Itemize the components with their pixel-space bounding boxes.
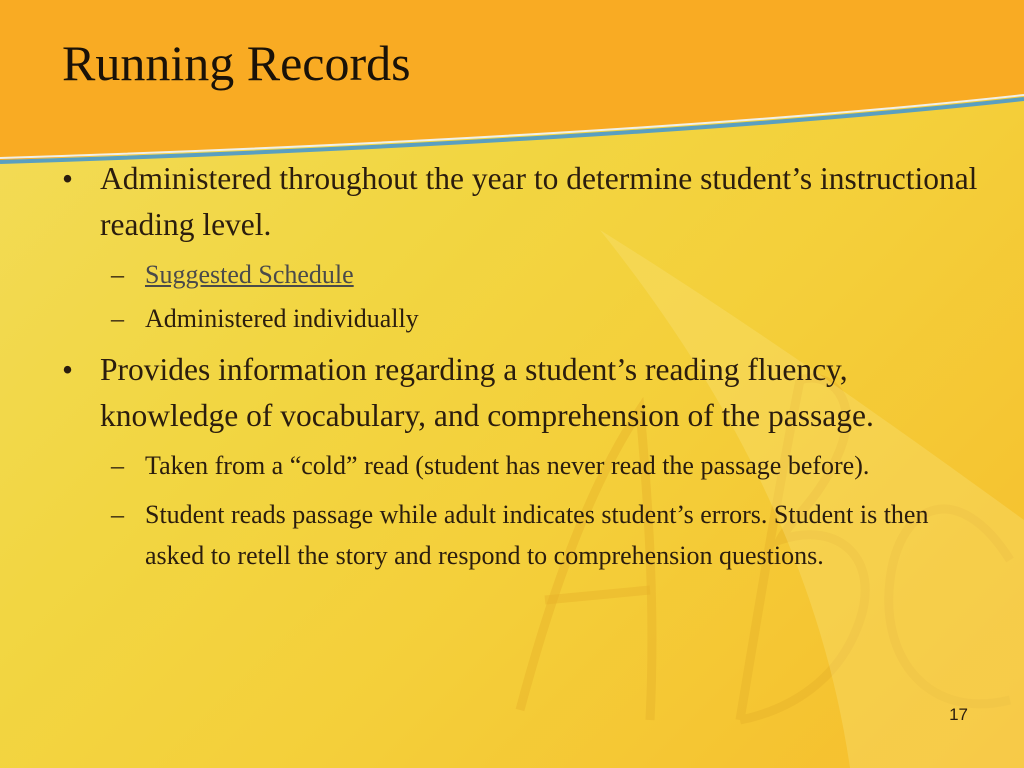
bullet-marker: • xyxy=(62,161,74,196)
bullet-item xyxy=(62,156,992,248)
suggested-schedule-link[interactable]: Suggested Schedule xyxy=(145,260,354,289)
bullet-text: Provides information regarding a student’s reading fluency, knowledge of vocabulary, and comprehension of the passage. xyxy=(100,352,874,433)
bullet-text: Administered throughout the year to determine student’s instructional reading level. xyxy=(100,161,978,242)
sub-bullet-item xyxy=(62,445,992,486)
bullet-item xyxy=(62,347,992,439)
dash-marker: – xyxy=(111,304,124,333)
slide-content xyxy=(62,156,992,584)
dash-marker: – xyxy=(111,500,124,529)
sub-bullet-text: Administered individually xyxy=(145,304,419,333)
slide-title: Running Records xyxy=(62,35,411,91)
sub-bullet-text: Student reads passage while adult indicates student’s errors. Student is then asked to retell the story and respond to comprehension questions. xyxy=(145,500,929,570)
sub-bullet-item xyxy=(62,298,992,339)
sub-bullet-text: Taken from a “cold” read (student has never read the passage before). xyxy=(145,451,870,480)
sub-bullet-item xyxy=(62,494,992,576)
dash-marker: – xyxy=(111,260,124,289)
bullet-marker: • xyxy=(62,352,74,387)
dash-marker: – xyxy=(111,451,124,480)
sub-bullet-item xyxy=(62,254,992,295)
page-number: 17 xyxy=(949,705,968,724)
